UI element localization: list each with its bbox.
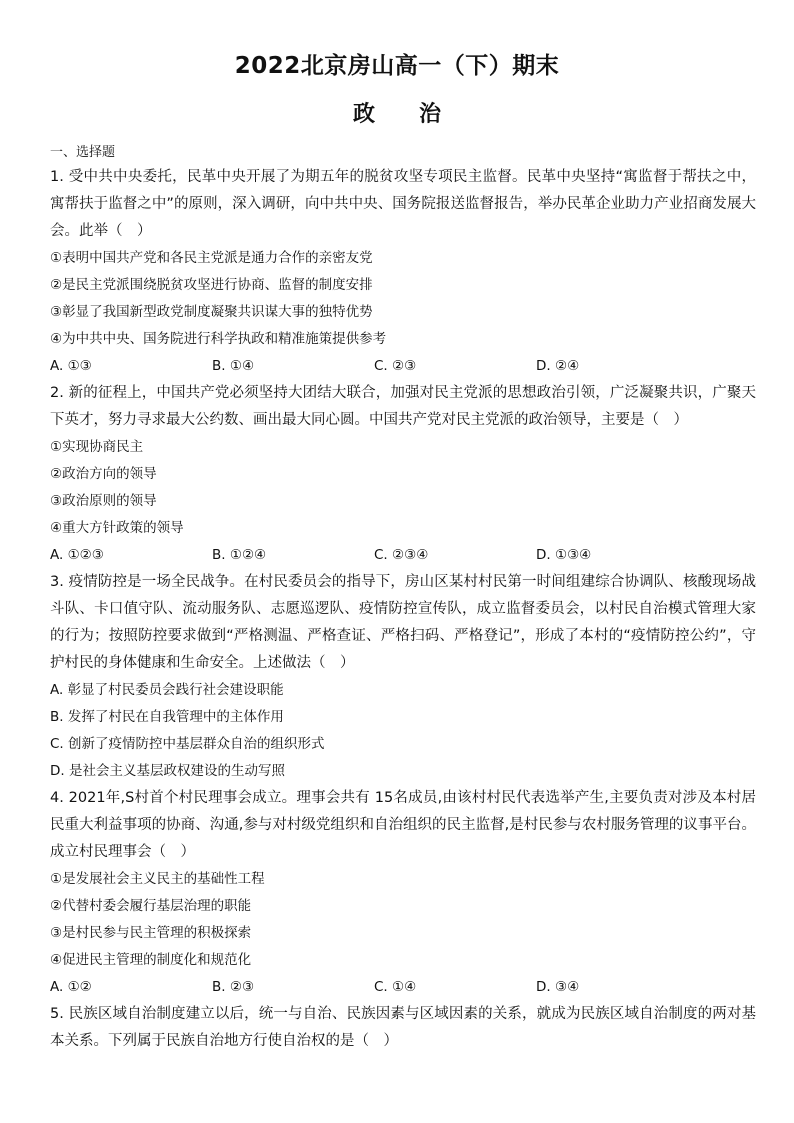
statement-item: ④为中共中央、国务院进行科学执政和精准施策提供参考 <box>50 331 387 347</box>
choice-c: C. 创新了疫情防控中基层群众自治的组织形式 <box>50 736 325 752</box>
question-3 <box>50 569 756 785</box>
page-title: 2022北京房山高一（下）期末 <box>234 53 560 79</box>
question-1 <box>50 164 756 380</box>
statement-item: ④促进民主管理的制度化和规范化 <box>50 952 252 968</box>
choice-d: D. ③④ <box>536 979 580 995</box>
choice-b: B. 发挥了村民在自我管理中的主体作用 <box>50 709 284 725</box>
question-stem: 4. 2021年,S村首个村民理事会成立。理事会共有 15名成员,由该村村民代表选举产生,主要负责对涉及本村居民重大利益事项的协商、沟通,参与对村级党组织和自治组织的民主监督,是村民参与农村服务管理的议事平台。成立村民理事会（ ） <box>50 790 756 860</box>
answer-choices <box>50 542 756 569</box>
choice-a: A. ①②③ <box>50 547 104 563</box>
statement-item: ④重大方针政策的领导 <box>50 520 184 536</box>
choice-c: C. ①④ <box>374 979 417 995</box>
question-2 <box>50 380 756 569</box>
choice-a: A. 彰显了村民委员会践行社会建设职能 <box>50 682 284 698</box>
section-label: 一、选择题 <box>50 145 116 160</box>
subject-char-2: 治 <box>419 102 442 127</box>
choice-d: D. 是社会主义基层政权建设的生动写照 <box>50 763 285 779</box>
subject-heading <box>0 97 794 128</box>
question-stem: 1. 受中共中央委托，民革中央开展了为期五年的脱贫攻坚专项民主监督。民革中央坚持“寓监督于帮扶之中，寓帮扶于监督之中”的原则，深入调研，向中共中央、国务院报送监督报告，举办民革企业助力产业招商发展大会。此举（ ） <box>50 169 756 239</box>
question-stem: 3. 疫情防控是一场全民战争。在村民委员会的指导下，房山区某村村民第一时间组建综合协调队、核酸现场战斗队、卡口值守队、流动服务队、志愿巡逻队、疫情防控宣传队，成立监督委员会，以村民自治模式管理大家的行为；按照防控要求做到“严格测温、严格查证、严格扫码、严格登记”，形成了本村的“疫情防控公约”，守护村民的身体健康和生命安全。上述做法（ ） <box>50 574 756 671</box>
statement-item: ②代替村委会履行基层治理的职能 <box>50 898 252 914</box>
answer-choices <box>50 353 756 380</box>
choice-a: A. ①② <box>50 979 92 995</box>
statement-item: ②政治方向的领导 <box>50 466 157 482</box>
statement-item: ③是村民参与民主管理的积极探索 <box>50 925 252 941</box>
choice-b: B. ②③ <box>212 979 255 995</box>
choice-a: A. ①③ <box>50 358 92 374</box>
choice-b: B. ①④ <box>212 358 255 374</box>
statement-item: ②是民主党派围绕脱贫攻坚进行协商、监督的制度安排 <box>50 277 373 293</box>
statement-item: ③政治原则的领导 <box>50 493 157 509</box>
statement-item: ①是发展社会主义民主的基础性工程 <box>50 871 265 887</box>
choice-d: D. ②④ <box>536 358 580 374</box>
answer-choices <box>50 974 756 1001</box>
question-content <box>50 142 756 1055</box>
choice-d: D. ①③④ <box>536 547 592 563</box>
question-4 <box>50 785 756 1001</box>
choice-b: B. ①②④ <box>212 547 267 563</box>
choice-c: C. ②③ <box>374 358 417 374</box>
statement-item: ③彰显了我国新型政党制度凝聚共识谋大事的独特优势 <box>50 304 373 320</box>
question-stem: 2. 新的征程上，中国共产党必须坚持大团结大联合，加强对民主党派的思想政治引领，广泛凝聚共识，广聚天下英才，努力寻求最大公约数、画出最大同心圆。中国共产党对民主党派的政治领导，主要是（ ） <box>50 385 756 428</box>
statement-item: ①表明中国共产党和各民主党派是通力合作的亲密友党 <box>50 250 373 266</box>
choice-c: C. ②③④ <box>374 547 429 563</box>
statement-item: ①实现协商民主 <box>50 439 144 455</box>
question-stem: 5. 民族区域自治制度建立以后，统一与自治、民族因素与区域因素的关系，就成为民族区域自治制度的两对基本关系。下列属于民族自治地方行使自治权的是（ ） <box>50 1006 756 1049</box>
subject-char-1: 政 <box>352 102 375 127</box>
question-5 <box>50 1001 756 1055</box>
